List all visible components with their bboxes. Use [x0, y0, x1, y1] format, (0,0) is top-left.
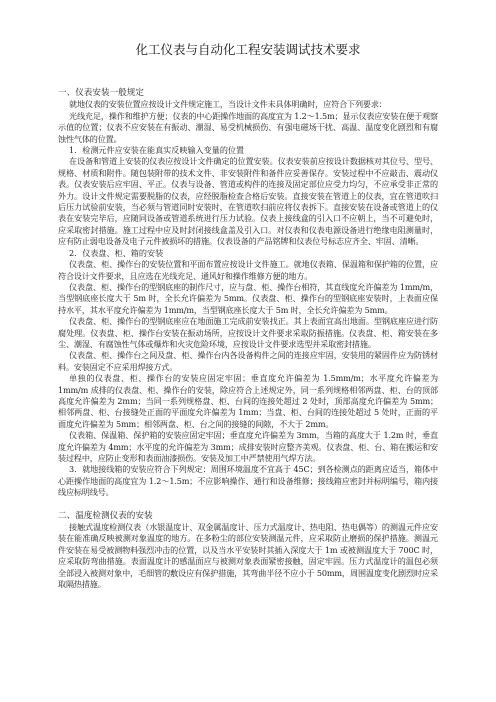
document-title: 化工仪表与自动化工程安装调试技术要求	[135, 42, 361, 57]
subheading-item-1: 1．检测元件应安装在能真实反映输入变量的位置	[69, 145, 245, 156]
paragraph: 在设备和管道上安装的仪表应按设计文件确定的位置安装。仪表安装前应按设计数据核对其位号、型号、规格、材质和附件。随包装附带的技术文件、非安装附件和备件应妥善保存。安装过程中不应敲击、震动仪表。仪表安装后应牢固、平正。仪表与设备、管道或构件的连接及固定部位应受力均匀，不应承受非正常的外力。设计文件规定需要脱脂的仪表，应经脱脂检查合格后安装。直接安装在管道上的仪表，宜在管道吹扫后压力试验前安装，当必须与管道同时安装时，在管道吹扫前应将仪表拆下。直接安装在设备或管道上的仪表在安装完毕后，应随同设备或管道系统进行压力试验。仪表上接线盒的引入口不应朝上，当不可避免时，应采取密封措施。施工过程中应及时封闭接线盒盖及引入口。对仪表和仪表电源设备进行绝缘电阻测量时，应有防止弱电设备及电子元件被损坏的措施。仪表设备的产品铭牌和仪表位号标志应齐全、牢固、清晰。	[58, 156, 438, 247]
subheading-item-2: 2．仪表盘、柜、箱的安装	[69, 247, 164, 258]
paragraph: 接触式温度检测仪表（水银温度计、双金属温度计、压力式温度计、热电阻、热电偶等）的测温元件应安装在能准确反映被测对象温度的地方。在多粉尘的部位安装测温元件，应采取防止磨损的保护措施。测温元件安装在易受被测物料强烈冲击的位置，以及当水平安装时其插入深度大于 1m 或被测温度大于 700C 时，应采取防弯曲措施。表面温度计的感温面应与被测对象表面紧密接触，固定牢固。压力式温度计的温包必须全部浸入被测对象中，毛细管的敷设应有保护措施，其弯曲半径不应小于 50mm，周围温度变化剧烈时应采取隔热措施。	[58, 522, 438, 590]
paragraph: 单独的仪表盘、柜、操作台的安装应固定牢固；垂直度允许偏差为 1.5mm/m；水平度允许偏差为 1mm/m 成排的仪表盘、柜、操作台的安装，除应符合上述规定外，同一系列规格相邻两盘、柜、台的顶部高度允许偏差为 2mm；当同一系列规格盘、柜、台间的连接处超过 2 处时，顶部高度允许偏差为 5mm；相邻两盘、柜、台接缝处正面的平面度允许偏差为 1mm；当盘、柜、台间的连接处超过 5 处时，正面的平面度允许偏差为 5mm；相邻两盘、柜、台之间的接缝的间隙，不大于 2mm。	[58, 373, 438, 429]
paragraph: 仪表盘、柜、操作台的型钢底座应在地面施工完成前安装找正。其上表面宜高出地面。型钢底座应进行防腐处理。仪表盘、柜、操作台安装在振动场所，应按设计文件要求采取防振措施。仪表盘、柜、箱安装在多尘、潮湿、有腐蚀性气体或爆炸和火灾危险环境，应按设计文件要求选型并采取密封措施。	[58, 316, 438, 349]
paragraph-item-3: 3．就地接线箱的安装应符合下列规定：周围环境温度不宜高于 45C；到各检测点的距离应适当，箱体中心距操作地面的高度宜为 1.2～1.5m；不应影响操作、通行和设备维修；接线箱应密封并标明编号，箱内接线应标明线号。	[58, 464, 438, 498]
paragraph: 仪表箱、保温箱、保护箱的安装应固定牢固；垂直度允许偏差为 3mm，当箱的高度大于 1.2m 时，垂直度允许偏差为 4mm；水平度的允许偏差为 3mm；成排安装时应整齐美观。仪表盘、柜、台、箱在搬运和安装过程中，应防止变形和表面油漆损伤。安装及加工中严禁使用气焊方法。	[58, 430, 438, 463]
paragraph: 光线充足，操作和维护方便；仪表的中心距操作地面的高度宜为 1.2～1.5m；显示仪表应安装在便于观察示值的位置；仪表不应安装在有振动、潮湿、易受机械损伤、有强电磁场干扰、高温、温度变化剧烈和有腐蚀性气体的位置。	[58, 110, 438, 144]
paragraph: 仪表盘、柜、操作台的型钢底座的制作尺寸，应与盘、柜、操作台相符，其直线度允许偏差为 1mm/m，当型钢底座长度大于 5m 时，全长允许偏差为 5mm。仪表盘、柜、操作台的型钢底座安装时，上表面应保持水平，其水平度允许偏差为 1mm/m，当型钢底座长度大于 5m 时，全长允许偏差为 5mm。	[58, 281, 438, 315]
paragraph: 仪表盘、柜、操作台的安装位置和平面布置应按设计文件施工。就地仪表箱、保温箱和保护箱的位置，应符合设计文件要求，且应选在光线充足、通风好和操作维修方便的地方。	[58, 259, 438, 281]
section-gap	[58, 499, 438, 511]
section-heading-general: 一、仪表安装一般规定	[58, 88, 144, 98]
paragraph: 就地仪表的安装位置应按设计文件规定施工，当设计文件未具体明确时，应符合下列要求：	[69, 99, 387, 110]
section-heading-temperature: 二、温度检测仪表的安装	[58, 510, 153, 521]
paragraph: 仪表盘、柜、操作台之间及盘、柜、操作台内各设备构件之间的连接应牢固，安装用的紧固件应为防锈材料。安装固定不应采用焊接方式。	[58, 350, 438, 372]
